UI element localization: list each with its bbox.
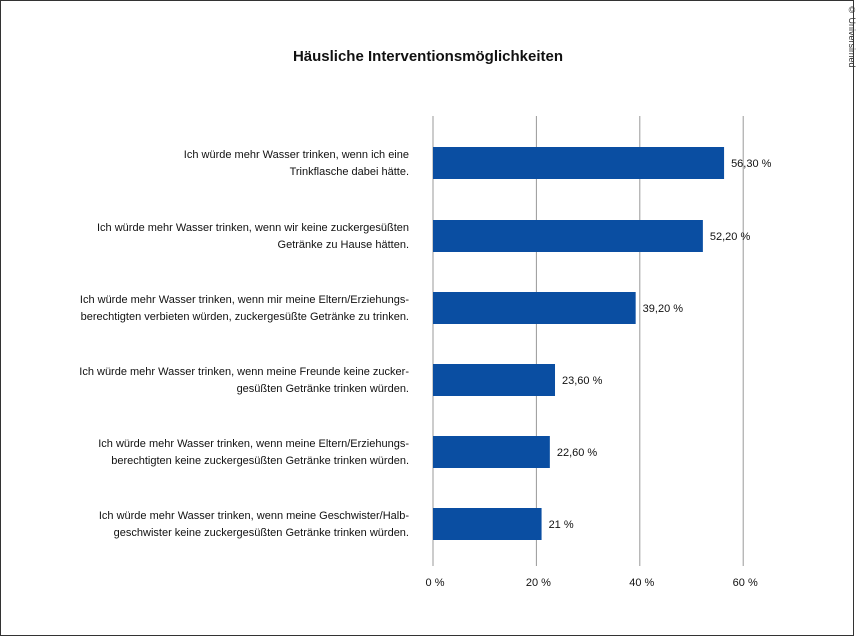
category-label-line: berechtigten keine zuckergesüßten Getränke trinken würden. (111, 455, 409, 467)
category-label-line: Ich würde mehr Wasser trinken, wenn meine Geschwister/Halb- (98, 510, 409, 522)
value-label: 56,30 % (731, 158, 772, 170)
x-tick-label: 20 % (525, 577, 551, 589)
category-label-line: Ich würde mehr Wasser trinken, wenn meine Freunde keine zucker- (79, 366, 409, 378)
category-label-line: berechtigten verbieten würden, zuckergesüßte Getränke zu trinken. (80, 311, 409, 323)
category-label-line: Getränke zu Hause hätten. (277, 239, 409, 251)
category-label-line: Ich würde mehr Wasser trinken, wenn wir keine zuckergesüßten (97, 222, 409, 234)
category-label-line: Ich würde mehr Wasser trinken, wenn mir meine Eltern/Erziehungs- (79, 294, 409, 306)
bar-1 (433, 147, 724, 179)
value-label: 22,60 % (556, 447, 598, 459)
bar-2 (433, 220, 703, 252)
bar-3 (433, 292, 636, 324)
copyright-note: © Universimed (847, 5, 857, 68)
value-label: 39,20 % (642, 303, 684, 315)
category-label-line: Trinkflasche dabei hätte. (289, 166, 409, 178)
value-label: 21 % (548, 519, 574, 531)
x-tick-label: 60 % (732, 577, 758, 589)
category-label-line: geschwister keine zuckergesüßten Getränke trinken würden. (113, 527, 409, 539)
category-label-line: Ich würde mehr Wasser trinken, wenn ich eine (183, 149, 409, 161)
bar-5 (433, 436, 550, 468)
category-label-line: gesüßten Getränke trinken würden. (236, 383, 409, 395)
x-tick-label: 40 % (629, 577, 655, 589)
chart-title: Häusliche Interventionsmöglichkeiten (292, 48, 564, 65)
bar-6 (433, 508, 542, 540)
value-label: 52,20 % (709, 231, 751, 243)
category-label-line: Ich würde mehr Wasser trinken, wenn meine Eltern/Erziehungs- (98, 438, 409, 450)
x-tick-label: 0 % (425, 577, 445, 589)
value-label: 23,60 % (562, 375, 603, 387)
bar-4 (433, 364, 555, 396)
